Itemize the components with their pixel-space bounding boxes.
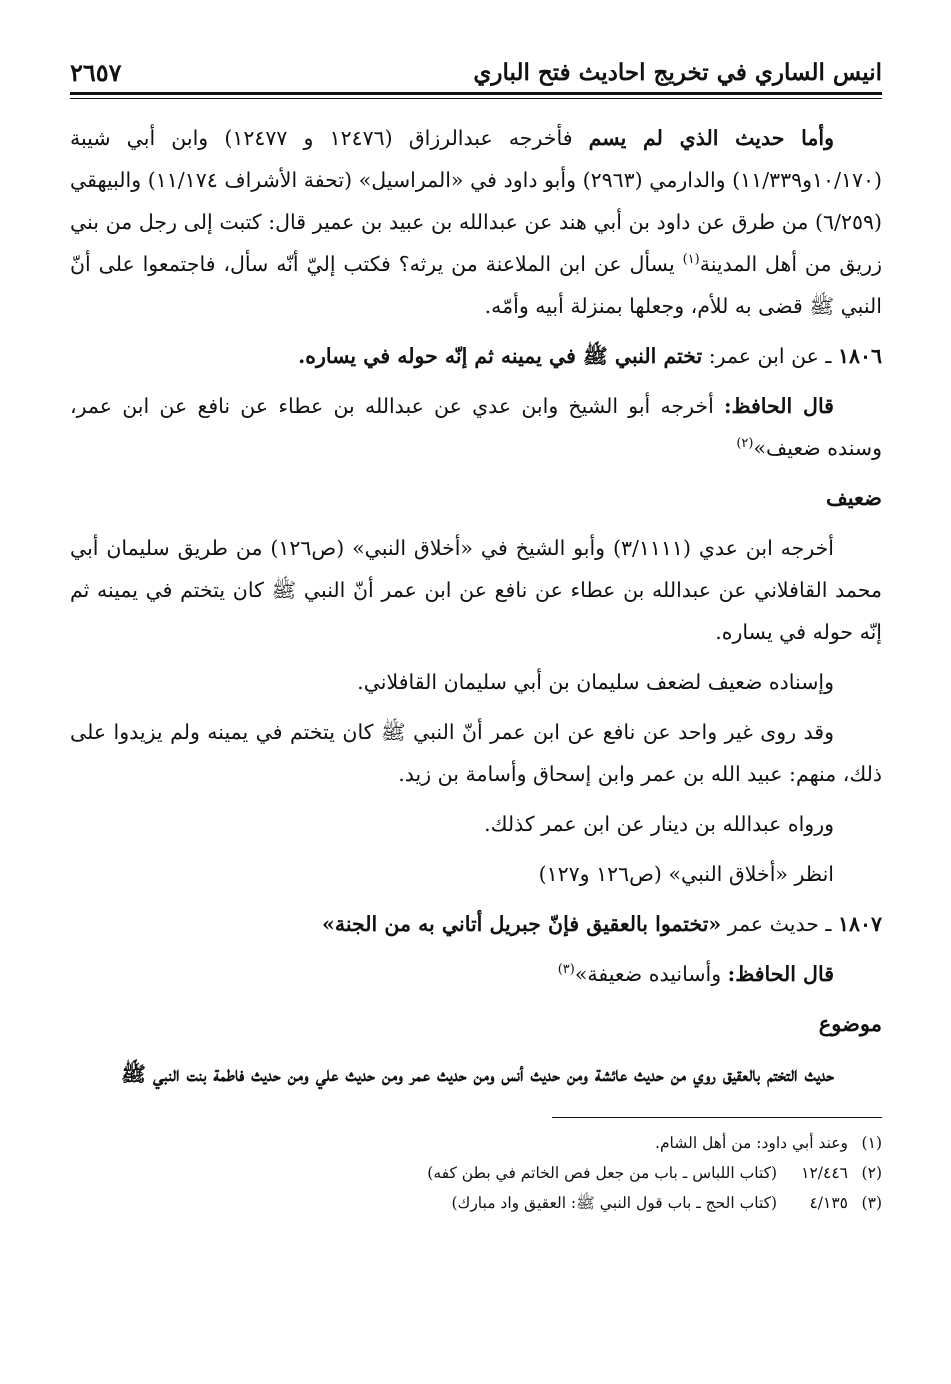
hadith-1806-hafiz	[70, 385, 882, 469]
page-number: ٢٦٥٧	[70, 58, 122, 87]
footnote-number: (١)	[861, 1134, 882, 1152]
hadith-1807-matn: «تختموا بالعقيق فإنّ جبريل أتاني به من الجنة»	[322, 912, 722, 936]
takhrij-1806-p2: وإسناده ضعيف لضعف سليمان بن أبي سليمان القافلاني.	[357, 670, 834, 694]
footnote-marker-2: (٢)	[736, 436, 754, 452]
footnote-reference: ٤/١٣٥	[809, 1194, 848, 1212]
page	[70, 52, 882, 1352]
footnote-text: (كتاب الحج ـ باب قول النبي ﷺ: العقيق واد مبارك)	[451, 1194, 778, 1212]
intro-paragraph	[70, 117, 882, 327]
takhrij-1807-p1: حديث التختم بالعقيق روي من حديث عائشة ومن حديث أنس ومن حديث عمر ومن حديث علي ومن حديث فاطمة بنت النبي ﷺ	[121, 1062, 834, 1086]
hadith-1807-narrator: ـ حديث عمر	[721, 912, 838, 936]
footnote-text: وعند أبي داود: من أهل الشام.	[655, 1134, 848, 1152]
hadith-1807-hafiz	[70, 953, 882, 995]
hafiz-label-1807: قال الحافظ:	[727, 962, 834, 986]
footnote-marker-1: (١)	[682, 252, 700, 268]
intro-text-a: فأخرجه عبدالرزاق (١٢٤٧٦ و ١٢٤٧٧) وابن أبي شيبة (١٠/١٧٠و١١/٣٣٩) والدارمي (٢٩٦٣) وأبو داود في «المراسيل» (تحفة الأشراف ١١/١٧٤) والبيهقي (٦/٢٥٩) من طرق عن داود بن أبي هند عن عبدالله بن عبيد بن عمير قال: كتبت إلى رجل من بني زريق من أهل المدينة	[70, 126, 883, 276]
footnote-1	[70, 1128, 882, 1158]
header-rule	[70, 92, 882, 95]
takhrij-1806-p3: وقد روى غير واحد عن نافع عن ابن عمر أنّ النبي ﷺ كان يتختم في يمينه ولم يزيدوا على ذلك، منهم: عبيد الله بن عمر وابن إسحاق وأسامة بن زيد.	[70, 720, 882, 786]
footnote-reference: ١٢/٤٤٦	[801, 1164, 848, 1182]
intro-lead: وأما حديث الذي لم يسم	[588, 126, 835, 150]
footnote-separator	[552, 1117, 882, 1118]
footnote-number: (٢)	[861, 1164, 882, 1182]
footnote-2	[70, 1158, 882, 1188]
footnote-3	[70, 1188, 882, 1218]
takhrij-1806-p5: انظر «أخلاق النبي» (ص١٢٦ و١٢٧)	[538, 862, 834, 886]
footnotes	[70, 1128, 882, 1218]
grade-heading-1806: ضعيف	[825, 485, 882, 510]
hadith-1807-number: ١٨٠٧	[837, 912, 882, 936]
book-title: انيس الساري في تخريج احاديث فتح الباري	[473, 59, 882, 86]
footnote-marker-3: (٣)	[557, 962, 575, 978]
footnote-number: (٣)	[861, 1194, 882, 1212]
intro-text-b: يسأل عن ابن الملاعنة من يرثه؟ فكتب إليّ أنّه سأل، فاجتمعوا على أنّ النبي ﷺ قضى به للأم، وجعلها بمنزلة أبيه وأمّه.	[70, 252, 882, 318]
main-text	[70, 117, 882, 1095]
takhrij-1806-p1: أخرجه ابن عدي (٣/١١١١) وأبو الشيخ في «أخلاق النبي» (ص١٢٦) من طريق سليمان أبي محمد القافلاني عن عبدالله بن عطاء عن نافع عن ابن عمر أنّ النبي ﷺ كان يتختم في يمينه ثم إنّه حوله في يساره.	[70, 536, 882, 644]
hadith-1806-number: ١٨٠٦	[837, 344, 882, 368]
footnote-text: (كتاب اللباس ـ باب من جعل فص الخاتم في بطن كفه)	[427, 1164, 778, 1182]
running-header	[70, 52, 882, 88]
hadith-1806-heading	[70, 335, 882, 377]
hadith-1807-heading	[70, 903, 882, 945]
hafiz-label: قال الحافظ:	[723, 394, 834, 418]
hafiz-text-1807: وأسانيده ضعيفة»	[574, 962, 728, 986]
takhrij-1806-p4: ورواه عبدالله بن دينار عن ابن عمر كذلك.	[484, 812, 834, 836]
hadith-1806-matn: تختم النبي ﷺ في يمينه ثم إنّه حوله في يساره.	[298, 344, 703, 368]
grade-heading-1807: موضوع	[818, 1011, 882, 1036]
hafiz-text: أخرجه أبو الشيخ وابن عدي عن عبدالله بن عطاء عن نافع عن ابن عمر، وسنده ضعيف»	[70, 394, 882, 460]
hadith-1806-narrator: ـ عن ابن عمر:	[702, 344, 838, 368]
header-rule-thin	[70, 98, 882, 99]
